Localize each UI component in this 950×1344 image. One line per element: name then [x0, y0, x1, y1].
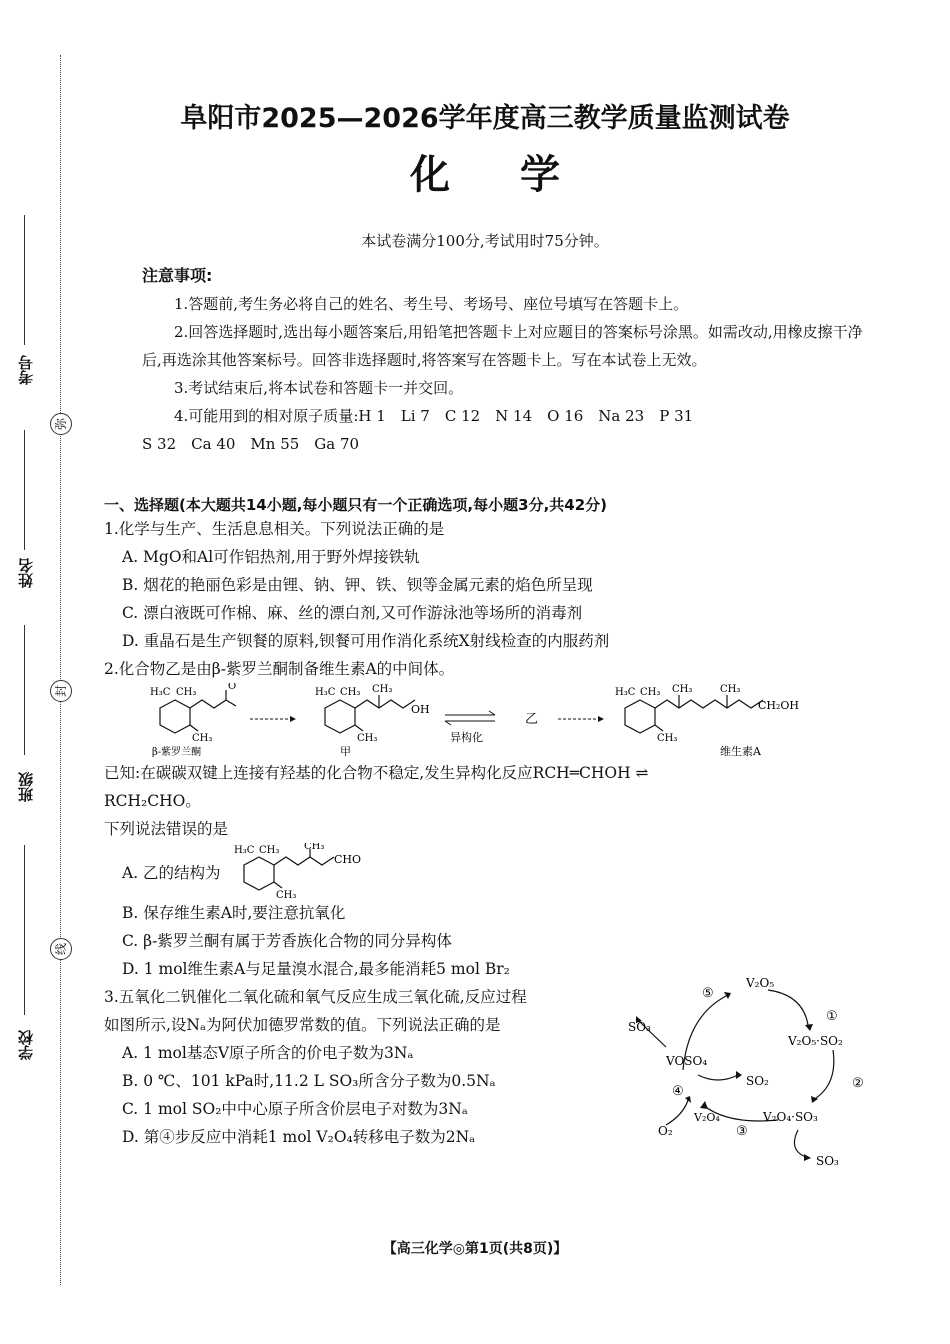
- vitamin-a-label: 维生素A: [720, 745, 761, 758]
- question-3-option-c: C. 1 mol SO₂中中心原子所含价层电子对数为3Nₐ: [122, 1100, 468, 1118]
- question-2-known-1: 已知:在碳碳双键上连接有羟基的化合物不稳定,发生异构化反应RCH═CHOH ⇌: [104, 764, 649, 782]
- class-label: 班级: [17, 772, 35, 802]
- exam-page: [100, 96, 870, 1165]
- question-3-option-a: A. 1 mol基态V原子所含的价电子数为3Nₐ: [122, 1044, 414, 1062]
- cycle-v2o5so2: V₂O₅·SO₂: [788, 1034, 843, 1048]
- jia-ch3: CH₃: [340, 687, 361, 698]
- svg-text:H₃C: H₃C: [234, 845, 255, 856]
- exam-no-blank: [24, 215, 25, 345]
- step-2: ②: [852, 1076, 864, 1091]
- svg-text:CH₃: CH₃: [259, 845, 280, 856]
- question-2-option-b: B. 保存维生素A时,要注意抗氧化: [122, 904, 346, 922]
- seal-xian: 线: [50, 938, 72, 960]
- notice-item: 4.可能用到的相对原子质量:H 1 Li 7 C 12 N 14 O 16 Na 23 P 31: [174, 407, 694, 425]
- yi-structure-drawing: [234, 843, 384, 899]
- reaction-scheme-drawing: [140, 683, 870, 759]
- vita-ch3-1: CH₃: [672, 684, 693, 695]
- question-3-stem-2: 如图所示,设Nₐ为阿伏加德罗常数的值。下列说法正确的是: [104, 1016, 501, 1034]
- question-2-ask: 下列说法错误的是: [104, 820, 229, 838]
- svg-text:CH₃: CH₃: [276, 890, 297, 899]
- school-label: 学校: [17, 1030, 35, 1060]
- notice-item: 3.考试结束后,将本试卷和答题卡一并交回。: [174, 379, 464, 397]
- cycle-v2o5: V₂O₅: [746, 976, 775, 990]
- name-label: 姓名: [17, 558, 35, 588]
- section-heading: 一、选择题(本大题共14小题,每小题只有一个正确选项,每小题3分,共42分): [104, 496, 607, 514]
- jia-oh: OH: [411, 703, 430, 716]
- svg-text:CHO: CHO: [334, 853, 362, 866]
- question-1-option-c: C. 漂白液既可作棉、麻、丝的漂白剂,又可作游泳池等场所的消毒剂: [122, 604, 583, 622]
- svg-text:CH₃: CH₃: [304, 843, 325, 852]
- vita-ch3: CH₃: [640, 687, 661, 698]
- question-3-stem-1: 3.五氧化二钒催化二氧化硫和氧气反应生成三氧化硫,反应过程: [104, 988, 527, 1006]
- step-1: ①: [826, 1009, 838, 1024]
- exam-info: 本试卷满分100分,考试用时75分钟。: [361, 232, 609, 250]
- isomer-label: 异构化: [450, 731, 483, 744]
- notice-item: 1.答题前,考生务必将自己的姓名、考生号、考场号、座位号填写在答题卡上。: [174, 295, 689, 313]
- class-blank: [24, 625, 25, 755]
- step-4: ④: [672, 1084, 684, 1099]
- question-3: [100, 976, 870, 1165]
- cycle-v2o4: V₂O₄: [694, 1111, 720, 1124]
- name-blank: [24, 430, 25, 550]
- vita-ch3-b: CH₃: [657, 733, 678, 744]
- jia-label: 甲: [340, 745, 351, 758]
- seal-feng: 封: [50, 680, 72, 702]
- question-3-option-b: B. 0 ℃、101 kPa时,11.2 L SO₃所含分子数为0.5Nₐ: [122, 1072, 496, 1090]
- cycle-o2: O₂: [658, 1124, 673, 1138]
- ionone-label: β-紫罗兰酮: [152, 747, 202, 758]
- exam-no-label: 考号: [17, 355, 35, 385]
- ionone-h3c: H₃C: [150, 687, 171, 698]
- question-3-option-d: D. 第④步反应中消耗1 mol V₂O₄转移电子数为2Nₐ: [122, 1128, 476, 1146]
- cycle-so2: SO₂: [746, 1074, 769, 1088]
- vitamin-a-structure: [625, 695, 763, 733]
- question-2-option-a: A. 乙的结构为 H₃C CH₃ CH₃ CHO CH₃: [122, 843, 870, 899]
- ionone-structure: [160, 690, 236, 733]
- vita-ch2oh: CH₂OH: [758, 699, 800, 712]
- question-1-option-a: A. MgO和Al可作铝热剂,用于野外焊接铁轨: [122, 548, 420, 566]
- cycle-voso4: VOSO₄: [666, 1054, 708, 1068]
- catalytic-cycle-diagram: [628, 975, 868, 1165]
- step-3: ③: [736, 1124, 748, 1139]
- question-1-option-d: D. 重晶石是生产钡餐的原料,钡餐可用作消化系统X射线检查的内服药剂: [122, 632, 610, 650]
- notice-item: S 32 Ca 40 Mn 55 Ga 70: [142, 435, 360, 453]
- jia-ch3-top: CH₃: [372, 684, 393, 695]
- exam-title: 阜阳市2025—2026学年度高三教学质量监测试卷: [180, 103, 790, 134]
- jia-h3c: H₃C: [315, 687, 336, 698]
- notice-item: 2.回答选择题时,选出每小题答案后,用铅笔把答题卡上对应题目的答案标号涂黑。如需改动,用橡皮擦干净后,再选涂其他答案标号。回答非选择题时,将答案写在答题卡上。写在本试卷上无效。: [142, 323, 863, 369]
- notice-heading: 注意事项:: [142, 266, 213, 285]
- svg-text:O: O: [228, 683, 237, 692]
- question-2-stem: 2.化合物乙是由β-紫罗兰酮制备维生素A的中间体。: [104, 660, 455, 678]
- question-2-option-c: C. β-紫罗兰酮有属于芳香族化合物的同分异构体: [122, 932, 452, 950]
- school-blank: [24, 845, 25, 1015]
- vita-h3c: H₃C: [615, 687, 636, 698]
- question-1-stem: 1.化学与生产、生活息息相关。下列说法正确的是: [104, 520, 445, 538]
- ionone-ch3-b: CH₃: [192, 733, 213, 744]
- cycle-so3-top: SO₃: [628, 1020, 651, 1034]
- question-2-option-d: D. 1 mol维生素A与足量溴水混合,最多能消耗5 mol Br₂: [122, 960, 510, 978]
- vita-ch3-2: CH₃: [720, 684, 741, 695]
- binding-line: [60, 55, 61, 1285]
- cycle-v2o4so3: V₂O₄·SO₃: [763, 1110, 818, 1124]
- ionone-ch3: CH₃: [176, 687, 197, 698]
- question-1-option-b: B. 烟花的艳丽色彩是由锂、钠、钾、铁、钡等金属元素的焰色所呈现: [122, 576, 593, 594]
- reaction-scheme: [140, 683, 870, 759]
- seal-mi: 弥: [50, 413, 72, 435]
- cycle-so3-bottom: SO₃: [816, 1154, 839, 1165]
- step-5: ⑤: [702, 986, 714, 1001]
- yi-label: 乙: [525, 712, 539, 727]
- jia-ch3-b: CH₃: [357, 733, 378, 744]
- jia-structure: [325, 695, 415, 733]
- question-2-known-2: RCH₂CHO。: [104, 792, 201, 810]
- page-footer: 【高三化学◎第1页(共8页)】: [382, 1241, 568, 1257]
- subject-title: 化学: [410, 152, 630, 198]
